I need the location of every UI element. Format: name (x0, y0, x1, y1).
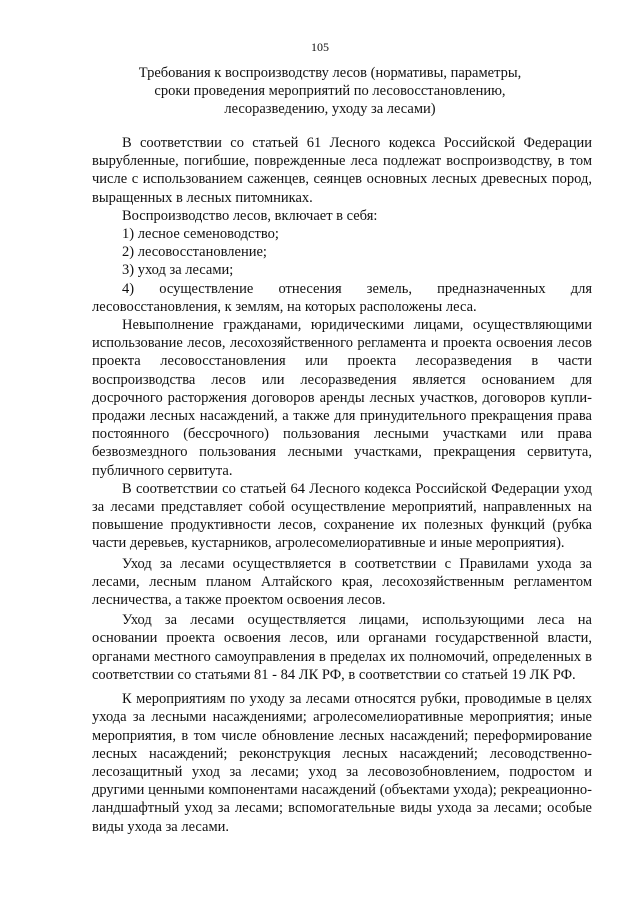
section-heading (120, 64, 540, 118)
list-item-reforestation: 2) лесовосстановление; (122, 244, 267, 261)
heading-line-2: сроки проведения мероприятий по лесовосстановлению, (154, 83, 506, 99)
heading-line-1: Требования к воспроизводству лесов (нормативы, параметры, (138, 65, 522, 81)
paragraph-non-compliance: Невыполнение гражданами, юридическими лицами, осуществляющими использование лесов, лесохозяйственного регламента и проекта освоения лесов проекта лесовосстановления или проекта лесоразведения в части воспроизводства лесов или лесоразведения является основанием для досрочного расторжения договоров аренды лесных участков, договоров купли-продажи лесных насаждений, а также для принудительного прекращения права постоянного (бессрочного) пользования лесными участками или права безвозмездного пользования лесными участками, прекращения сервитута, публичного сервитута. (92, 317, 592, 479)
body-text (92, 134, 592, 836)
paragraph-care-performers: Уход за лесами осуществляется лицами, использующими леса на основании проекта освоения лесов, или органами государственной власти, органами местного самоуправления в пределах их полномочий, определенных в соответствии со статьями 81 - 84 ЛК РФ, в соответствии со статьей 19 ЛК РФ. (92, 612, 592, 683)
heading-line-3: лесоразведению, уходу за лесами) (224, 101, 436, 117)
list-item-seed-production: 1) лесное семеноводство; (122, 226, 279, 243)
paragraph-article-61: В соответствии со статьей 61 Лесного кодекса Российской Федерации вырубленные, погибшие, поврежденные леса подлежат воспроизводству, в том числе с использованием саженцев, сеянцев основных лесных древесных пород, выращенных в лесных питомниках. (92, 135, 592, 206)
page-number: 105 (311, 40, 329, 54)
paragraph-care-rules: Уход за лесами осуществляется в соответствии с Правилами ухода за лесами, лесным планом Алтайского края, лесохозяйственным регламентом лесничества, а также проектом освоения лесов. (92, 555, 592, 609)
list-item-forest-care: 3) уход за лесами; (122, 262, 234, 279)
list-item-land-assignment: 4) осуществление отнесения земель, предназначенных для лесовосстановления, к землям, на которых расположены леса. (92, 280, 592, 315)
paragraph-article-64: В соответствии со статьей 64 Лесного кодекса Российской Федерации уход за лесами представляет собой осуществление мероприятий, направленных на повышение продуктивности лесов, сохранение их полезных функций (рубка части деревьев, кустарников, агролесомелиоративные и иные мероприятия). (92, 480, 592, 552)
paragraph-care-measures: К мероприятиям по уходу за лесами относятся рубки, проводимые в целях ухода за лесными насаждениями; агролесомелиоративные мероприятия; иные мероприятия, в том числе обновление лесных насаждений; переформирование лесных насаждений; реконструкция лесных насаждений; лесоводственно-лесозащитный уход за лесами; уход за лесовозобновлением, подростом и другими ценными компонентами насаждений (объектами ухода); рекреационно-ландшафтный уход за лесами; вспомогательные виды ухода за лесами; особые виды ухода за лесами. (92, 691, 592, 835)
paragraph-reproduction-includes: Воспроизводство лесов, включает в себя: (122, 207, 378, 224)
